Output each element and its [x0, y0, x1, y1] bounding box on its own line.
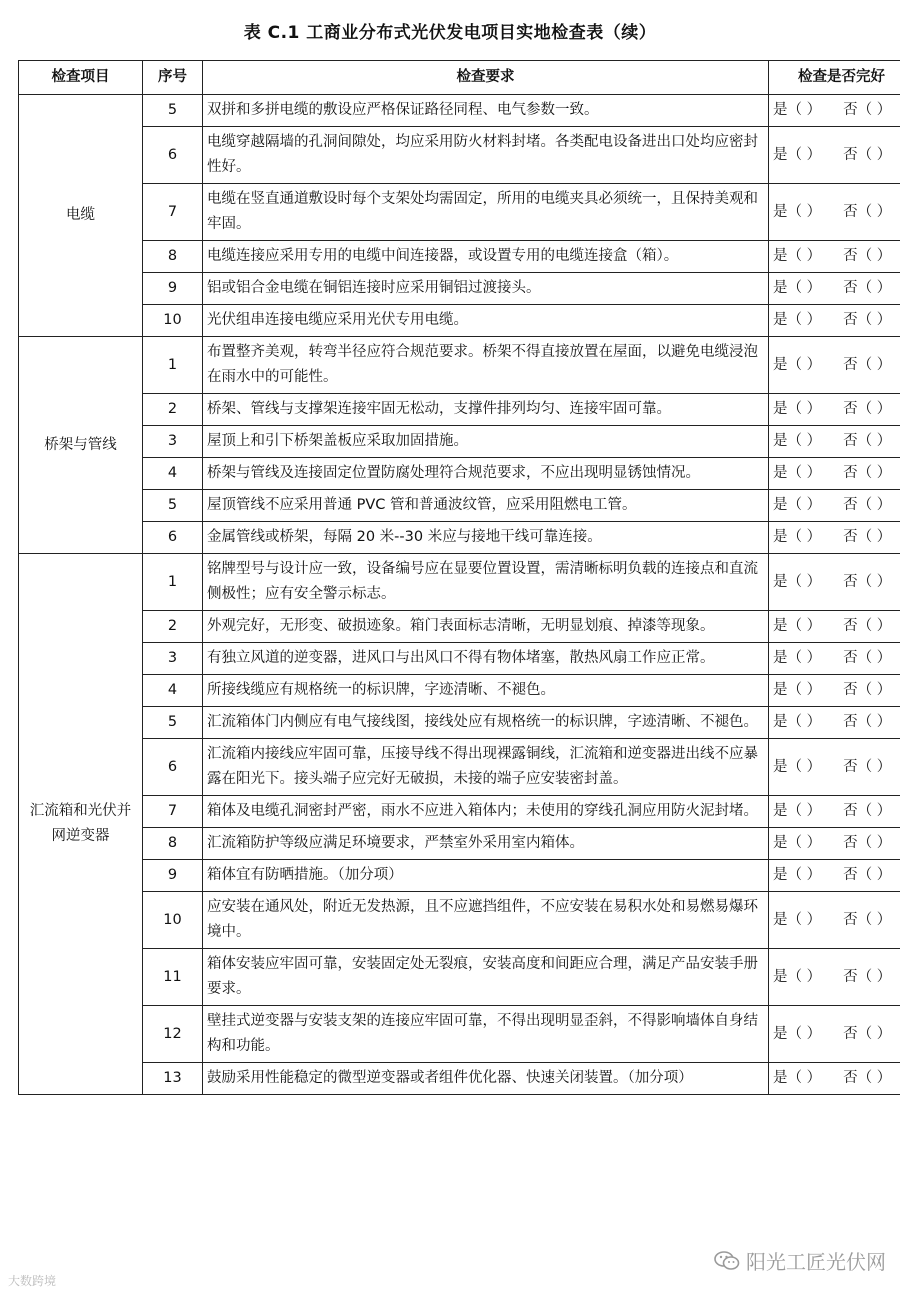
yes-option[interactable]: 是（ ）: [773, 573, 822, 590]
requirement-cell: 双拼和多拼电缆的敷设应严格保证路径同程、电气参数一致。: [203, 95, 769, 127]
number-cell: 7: [143, 796, 203, 828]
requirement-cell: 金属管线或桥架，每隔 20 米--30 米应与接地干线可靠连接。: [203, 522, 769, 554]
requirement-cell: 桥架、管线与支撑架连接牢固无松动，支撑件排列均匀、连接牢固可靠。: [203, 394, 769, 426]
no-option[interactable]: 否（ ）: [843, 356, 892, 373]
number-cell: 6: [143, 522, 203, 554]
number-cell: 4: [143, 458, 203, 490]
yes-option[interactable]: 是（ ）: [773, 650, 822, 666]
result-cell: [769, 394, 900, 426]
number-cell: 10: [143, 305, 203, 337]
no-option[interactable]: 否（ ）: [843, 497, 892, 513]
no-option[interactable]: 否（ ）: [843, 146, 892, 163]
table-row: [19, 337, 900, 394]
category-cell: 电缆: [19, 95, 143, 337]
number-cell: 1: [143, 337, 203, 394]
table-row: [19, 1063, 900, 1095]
table-row: [19, 127, 900, 184]
yes-option[interactable]: 是（ ）: [773, 803, 822, 819]
requirement-cell: 壁挂式逆变器与安装支架的连接应牢固可靠，不得出现明显歪斜，不得影响墙体自身结构和功能。: [203, 1006, 769, 1063]
requirement-cell: 布置整齐美观，转弯半径应符合规范要求。桥架不得直接放置在屋面，以避免电缆浸泡在雨水中的可能性。: [203, 337, 769, 394]
yes-option[interactable]: 是（ ）: [773, 968, 822, 985]
table-row: [19, 458, 900, 490]
number-cell: 12: [143, 1006, 203, 1063]
table-title: 表 C.1 工商业分布式光伏发电项目实地检查表（续）: [243, 23, 657, 43]
requirement-cell: 汇流箱体门内侧应有电气接线图，接线处应有规格统一的标识牌，字迹清晰、不褪色。: [203, 707, 769, 739]
no-option[interactable]: 否（ ）: [843, 312, 892, 328]
number-cell: 4: [143, 675, 203, 707]
result-cell: [769, 860, 900, 892]
result-cell: [769, 184, 900, 241]
requirement-cell: 汇流箱防护等级应满足环境要求，严禁室外采用室内箱体。: [203, 828, 769, 860]
requirement-cell: 应安装在通风处，附近无发热源，且不应遮挡组件，不应安装在易积水处和易燃易爆环境中。: [203, 892, 769, 949]
no-option[interactable]: 否（ ）: [843, 401, 892, 417]
no-option[interactable]: 否（ ）: [843, 867, 892, 883]
requirement-cell: 电缆连接应采用专用的电缆中间连接器，或设置专用的电缆连接盒（箱）。: [203, 241, 769, 273]
yes-option[interactable]: 是（ ）: [773, 618, 822, 634]
result-cell: [769, 95, 900, 127]
yes-option[interactable]: 是（ ）: [773, 529, 822, 545]
yes-option[interactable]: 是（ ）: [773, 280, 822, 296]
requirement-cell: 屋顶管线不应采用普通 PVC 管和普通波纹管，应采用阻燃电工管。: [203, 490, 769, 522]
table-row: [19, 1006, 900, 1063]
no-option[interactable]: 否（ ）: [843, 835, 892, 851]
yes-option[interactable]: 是（ ）: [773, 465, 822, 481]
no-option[interactable]: 否（ ）: [843, 203, 892, 220]
number-cell: 5: [143, 95, 203, 127]
no-option[interactable]: 否（ ）: [843, 102, 892, 118]
result-cell: [769, 892, 900, 949]
yes-option[interactable]: 是（ ）: [773, 714, 822, 730]
result-cell: [769, 305, 900, 337]
table-row: [19, 554, 900, 611]
header-item: 检查项目: [19, 61, 143, 95]
no-option[interactable]: 否（ ）: [843, 682, 892, 698]
no-option[interactable]: 否（ ）: [843, 573, 892, 590]
number-cell: 8: [143, 241, 203, 273]
table-row: [19, 611, 900, 643]
no-option[interactable]: 否（ ）: [843, 248, 892, 264]
table-row: [19, 490, 900, 522]
number-cell: 6: [143, 127, 203, 184]
number-cell: 3: [143, 426, 203, 458]
requirement-cell: 光伏组串连接电缆应采用光伏专用电缆。: [203, 305, 769, 337]
footer-watermark-left: 大数跨境: [8, 1274, 57, 1288]
no-option[interactable]: 否（ ）: [843, 529, 892, 545]
number-cell: 9: [143, 273, 203, 305]
yes-option[interactable]: 是（ ）: [773, 102, 822, 118]
table-row: [19, 305, 900, 337]
requirement-cell: 电缆在竖直通道敷设时每个支架处均需固定，所用的电缆夹具必须统一，且保持美观和牢固。: [203, 184, 769, 241]
result-cell: [769, 426, 900, 458]
result-cell: [769, 1006, 900, 1063]
requirement-cell: 铭牌型号与设计应一致，设备编号应在显要位置设置，需清晰标明负载的连接点和直流侧极性；应有安全警示标志。: [203, 554, 769, 611]
no-option[interactable]: 否（ ）: [843, 968, 892, 985]
category-cell: 桥架与管线: [19, 337, 143, 554]
no-option[interactable]: 否（ ）: [843, 1070, 892, 1086]
number-cell: 11: [143, 949, 203, 1006]
requirement-cell: 桥架与管线及连接固定位置防腐处理符合规范要求，不应出现明显锈蚀情况。: [203, 458, 769, 490]
table-row: [19, 394, 900, 426]
number-cell: 5: [143, 707, 203, 739]
table-row: [19, 707, 900, 739]
requirement-cell: 所接线缆应有规格统一的标识牌，字迹清晰、不褪色。: [203, 675, 769, 707]
table-row: [19, 739, 900, 796]
no-option[interactable]: 否（ ）: [843, 618, 892, 634]
yes-option[interactable]: 是（ ）: [773, 1070, 822, 1086]
result-cell: [769, 675, 900, 707]
number-cell: 5: [143, 490, 203, 522]
result-cell: [769, 796, 900, 828]
result-cell: [769, 522, 900, 554]
table-row: [19, 796, 900, 828]
number-cell: 2: [143, 611, 203, 643]
requirement-cell: 有独立风道的逆变器，进风口与出风口不得有物体堵塞，散热风扇工作应正常。: [203, 643, 769, 675]
yes-option[interactable]: 是（ ）: [773, 682, 822, 698]
result-cell: [769, 273, 900, 305]
result-cell: [769, 490, 900, 522]
table-row: [19, 184, 900, 241]
header-row: [19, 61, 900, 95]
result-cell: [769, 241, 900, 273]
yes-option[interactable]: 是（ ）: [773, 911, 822, 928]
number-cell: 2: [143, 394, 203, 426]
result-cell: [769, 611, 900, 643]
yes-option[interactable]: 是（ ）: [773, 1025, 822, 1042]
header-number: 序号: [143, 61, 203, 95]
requirement-cell: 汇流箱内接线应牢固可靠，压接导线不得出现裸露铜线，汇流箱和逆变器进出线不应暴露在阳光下。接头端子应完好无破损，未接的端子应安装密封盖。: [203, 739, 769, 796]
yes-option[interactable]: 是（ ）: [773, 867, 822, 883]
footer-brand: 阳光工匠光伏网: [746, 1250, 886, 1274]
no-option[interactable]: 否（ ）: [843, 465, 892, 481]
result-cell: [769, 1063, 900, 1095]
table-row: [19, 426, 900, 458]
requirement-cell: 铝或铝合金电缆在铜铝连接时应采用铜铝过渡接头。: [203, 273, 769, 305]
number-cell: 10: [143, 892, 203, 949]
table-row: [19, 675, 900, 707]
table-row: [19, 241, 900, 273]
number-cell: 13: [143, 1063, 203, 1095]
header-requirement: 检查要求: [203, 61, 769, 95]
header-result: 检查是否完好: [769, 61, 900, 95]
requirement-cell: 屋顶上和引下桥架盖板应采取加固措施。: [203, 426, 769, 458]
table-row: [19, 828, 900, 860]
number-cell: 6: [143, 739, 203, 796]
result-cell: [769, 458, 900, 490]
table-body: [19, 95, 900, 1095]
result-cell: [769, 337, 900, 394]
yes-option[interactable]: 是（ ）: [773, 401, 822, 417]
number-cell: 1: [143, 554, 203, 611]
requirement-cell: 鼓励采用性能稳定的微型逆变器或者组件优化器、快速关闭装置。（加分项）: [203, 1063, 769, 1095]
requirement-cell: 电缆穿越隔墙的孔洞间隙处，均应采用防火材料封堵。各类配电设备进出口处均应密封性好。: [203, 127, 769, 184]
number-cell: 7: [143, 184, 203, 241]
table-header: [19, 61, 900, 95]
number-cell: 9: [143, 860, 203, 892]
table-row: [19, 522, 900, 554]
number-cell: 3: [143, 643, 203, 675]
requirement-cell: 箱体安装应牢固可靠，安装固定处无裂痕，安装高度和间距应合理，满足产品安装手册要求。: [203, 949, 769, 1006]
no-option[interactable]: 否（ ）: [843, 758, 892, 775]
no-option[interactable]: 否（ ）: [843, 714, 892, 730]
result-cell: [769, 949, 900, 1006]
number-cell: 8: [143, 828, 203, 860]
category-cell: 汇流箱和光伏并网逆变器: [19, 554, 143, 1095]
yes-option[interactable]: 是（ ）: [773, 497, 822, 513]
no-option[interactable]: 否（ ）: [843, 433, 892, 449]
requirement-cell: 外观完好，无形变、破损迹象。箱门表面标志清晰，无明显划痕、掉漆等现象。: [203, 611, 769, 643]
result-cell: [769, 643, 900, 675]
yes-option[interactable]: 是（ ）: [773, 203, 822, 220]
yes-option[interactable]: 是（ ）: [773, 433, 822, 449]
table-row: [19, 860, 900, 892]
no-option[interactable]: 否（ ）: [843, 803, 892, 819]
yes-option[interactable]: 是（ ）: [773, 146, 822, 163]
table-row: [19, 643, 900, 675]
result-cell: [769, 739, 900, 796]
no-option[interactable]: 否（ ）: [843, 650, 892, 666]
requirement-cell: 箱体及电缆孔洞密封严密，雨水不应进入箱体内；未使用的穿线孔洞应用防火泥封堵。: [203, 796, 769, 828]
footer-watermark-right: [714, 1246, 886, 1275]
yes-option[interactable]: 是（ ）: [773, 312, 822, 328]
result-cell: [769, 554, 900, 611]
table-row: [19, 273, 900, 305]
no-option[interactable]: 否（ ）: [843, 280, 892, 296]
table-row: [19, 949, 900, 1006]
yes-option[interactable]: 是（ ）: [773, 835, 822, 851]
no-option[interactable]: 否（ ）: [843, 1025, 892, 1042]
result-cell: [769, 707, 900, 739]
yes-option[interactable]: 是（ ）: [773, 248, 822, 264]
inspection-table: [18, 60, 900, 1095]
wechat-icon: [714, 1251, 740, 1271]
yes-option[interactable]: 是（ ）: [773, 758, 822, 775]
table-row: [19, 95, 900, 127]
yes-option[interactable]: 是（ ）: [773, 356, 822, 373]
table-row: [19, 892, 900, 949]
requirement-cell: 箱体宜有防晒措施。（加分项）: [203, 860, 769, 892]
no-option[interactable]: 否（ ）: [843, 911, 892, 928]
result-cell: [769, 828, 900, 860]
result-cell: [769, 127, 900, 184]
